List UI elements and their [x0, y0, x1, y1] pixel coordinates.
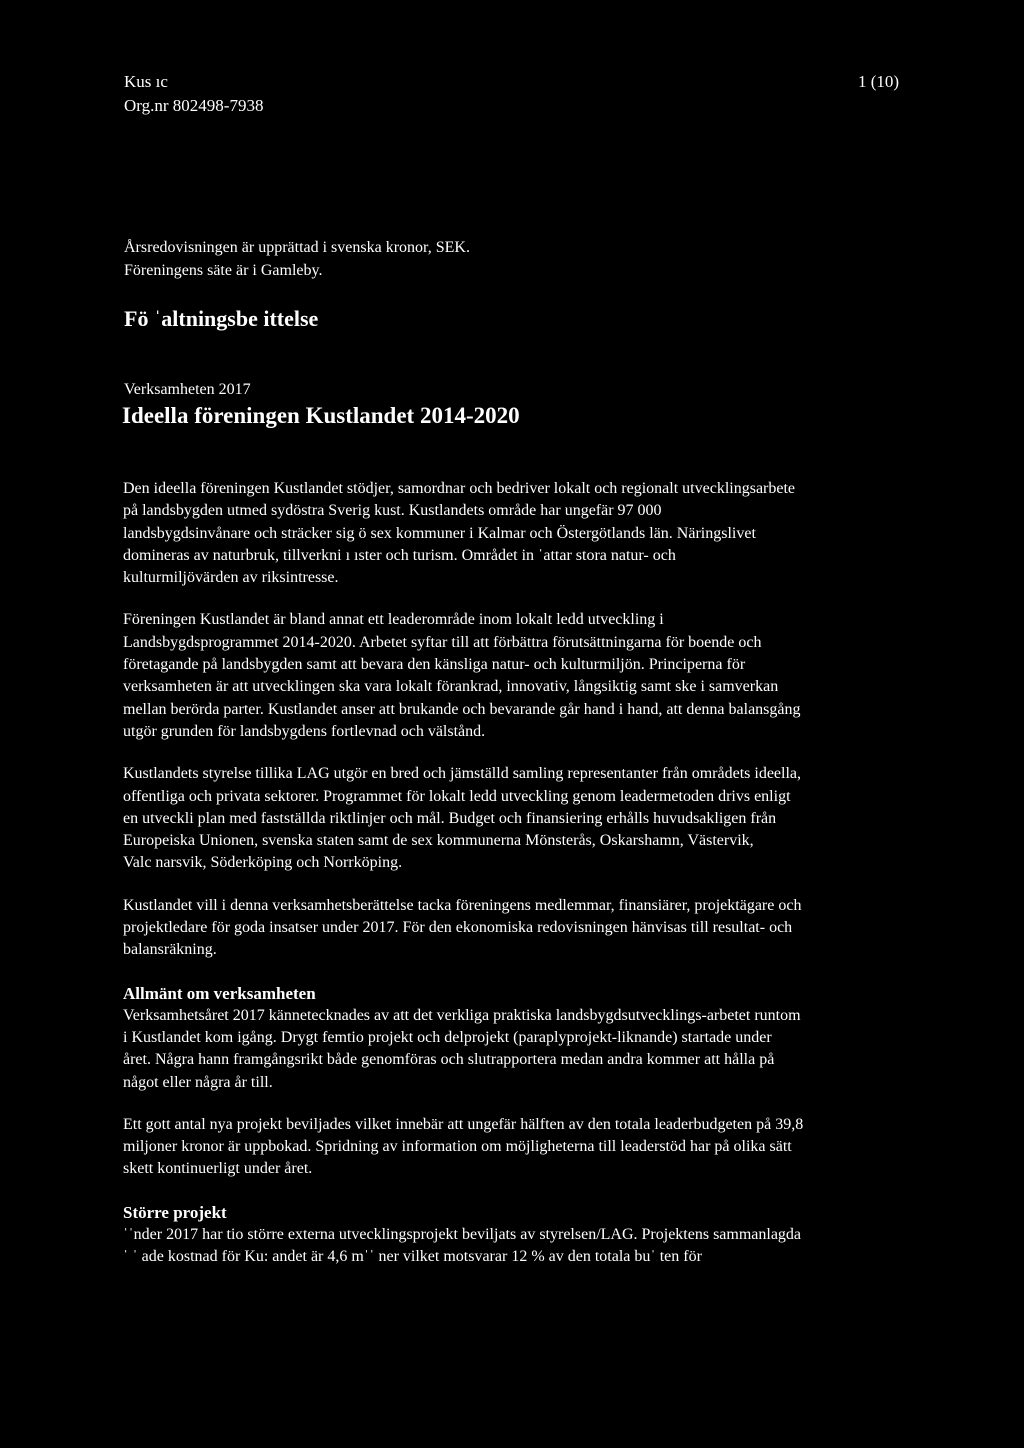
text-line: projektledare för goda insatser under 2017. För den ekonomiska redovisningen hänvisas till resultat- och: [123, 919, 793, 937]
text-line: offentliga och privata sektorer. Programmet för lokalt ledd utveckling genom leadermetoden drivs enligt: [123, 787, 791, 805]
paragraph-board: [123, 763, 923, 874]
text-line: företagande på landsbygden samt att bevara den känsliga natur- och kulturmiljön. Principerna för: [123, 656, 746, 674]
text-line: året. Några hann framgångsrikt både genomföras och slutrapportera medan andra kommer att hålla på: [123, 1051, 775, 1069]
text-line: kulturmiljövärden av riksintresse.: [123, 569, 339, 587]
text-line: Kustlandet vill i denna verksamhetsberättelse tacka föreningens medlemmar, finansiärer, projektägare och: [123, 896, 802, 914]
body-content: [123, 478, 923, 1268]
text-line: en utveckli plan med fastställda riktlinjer och mål. Budget och finansiering erhålls huvudsakligen från: [123, 809, 777, 827]
text-line: verksamheten är att utvecklingen ska vara lokalt förankrad, innovativ, långsiktig samt ske i samverkan: [123, 678, 779, 696]
text-line: Valc narsvik, Söderköping och Norrköping.: [123, 854, 403, 872]
intro-block: [124, 236, 470, 282]
section-title: Ideella föreningen Kustlandet 2014-2020: [122, 403, 520, 428]
text-line: domineras av naturbruk, tillverkni ı ıster och turism. Området in ˈattar stora natur- och: [123, 546, 676, 564]
section-label: Verksamheten 2017: [124, 381, 251, 398]
organization-number: Org.nr 802498-7938: [124, 96, 264, 115]
text-line: något eller några år till.: [123, 1073, 273, 1091]
text-line: utgör grunden för landsbygdens fortlevnad och välstånd.: [123, 722, 486, 740]
paragraph-leader-area: [123, 609, 923, 743]
text-line: Europeiska Unionen, svenska staten samt de sex kommunerna Mönsterås, Oskarshamn, Västervik,: [123, 832, 754, 850]
page-number: 1 (10): [858, 72, 900, 91]
text-line: ˈˈnder 2017 har tio större externa utvecklingsprojekt beviljats av styrelsen/LAG. Projektens sammanlagda: [123, 1225, 802, 1243]
text-line: Ett gott antal nya projekt beviljades vilket innebär att ungefär hälften av den totala leaderbudgeten på 39,8: [123, 1115, 804, 1133]
text-line: miljoner kronor är uppbokad. Spridning av information om möjligheterna till leaderstöd har på olika sätt: [123, 1138, 792, 1156]
text-line: balansräkning.: [123, 941, 217, 959]
heading-general-activities: Allmänt om verksamheten: [123, 983, 316, 1003]
text-line: ˈ ˈ ade kostnad för Ku: andet är 4,6 mˈˈ ner vilket motsvarar 12 % av den totala buˈ ten för: [123, 1248, 702, 1266]
paragraph-larger-projects: [123, 1224, 923, 1269]
text-line: Den ideella föreningen Kustlandet stödjer, samordnar och bedriver lokalt och regionalt utvecklingsarbete: [123, 480, 796, 497]
paragraph-about-association: [123, 478, 923, 589]
currency-statement: Årsredovisningen är upprättad i svenska kronor, SEK.: [124, 239, 470, 256]
text-line: Verksamhetsåret 2017 kännetecknades av att det verkliga praktiska landsbygdsutvecklings-arbetet runtom: [123, 1006, 801, 1024]
paragraph-general-activities: [123, 1005, 923, 1094]
text-line: landsbygdsinvånare och sträcker sig ö sex kommuner i Kalmar och Östergötlands län. Näringslivet: [123, 524, 756, 542]
text-line: Kustlandets styrelse tillika LAG utgör en bred och jämställd samling representanter från områdets ideella,: [123, 765, 802, 783]
paragraph-thanks: [123, 895, 923, 962]
paragraph-budget: [123, 1114, 923, 1181]
text-line: skett kontinuerligt under året.: [123, 1160, 313, 1178]
text-line: på landsbygden utmed sydöstra Sverig kust. Kustlandets område har ungefär 97 000: [123, 502, 662, 520]
document-title: Fö ˈaltningsbe ittelse: [124, 306, 319, 331]
heading-larger-projects: Större projekt: [123, 1202, 227, 1222]
text-line: Föreningen Kustlandet är bland annat ett leaderområde inom lokalt ledd utveckling i: [123, 611, 664, 629]
text-line: mellan berörda parter. Kustlandet anser att brukande och bevarande går hand i hand, att denna balansgång: [123, 700, 801, 718]
text-line: i Kustlandet kom igång. Drygt femtio projekt och delprojekt (paraplyprojekt-liknande) startade under: [123, 1028, 772, 1046]
organization-name: Kus ıc: [124, 72, 168, 91]
seat-statement: Föreningens säte är i Gamleby.: [124, 262, 323, 279]
page-header: [124, 70, 263, 118]
text-line: Landsbygdsprogrammet 2014-2020. Arbetet syftar till att förbättra förutsättningarna för boende och: [123, 633, 762, 651]
